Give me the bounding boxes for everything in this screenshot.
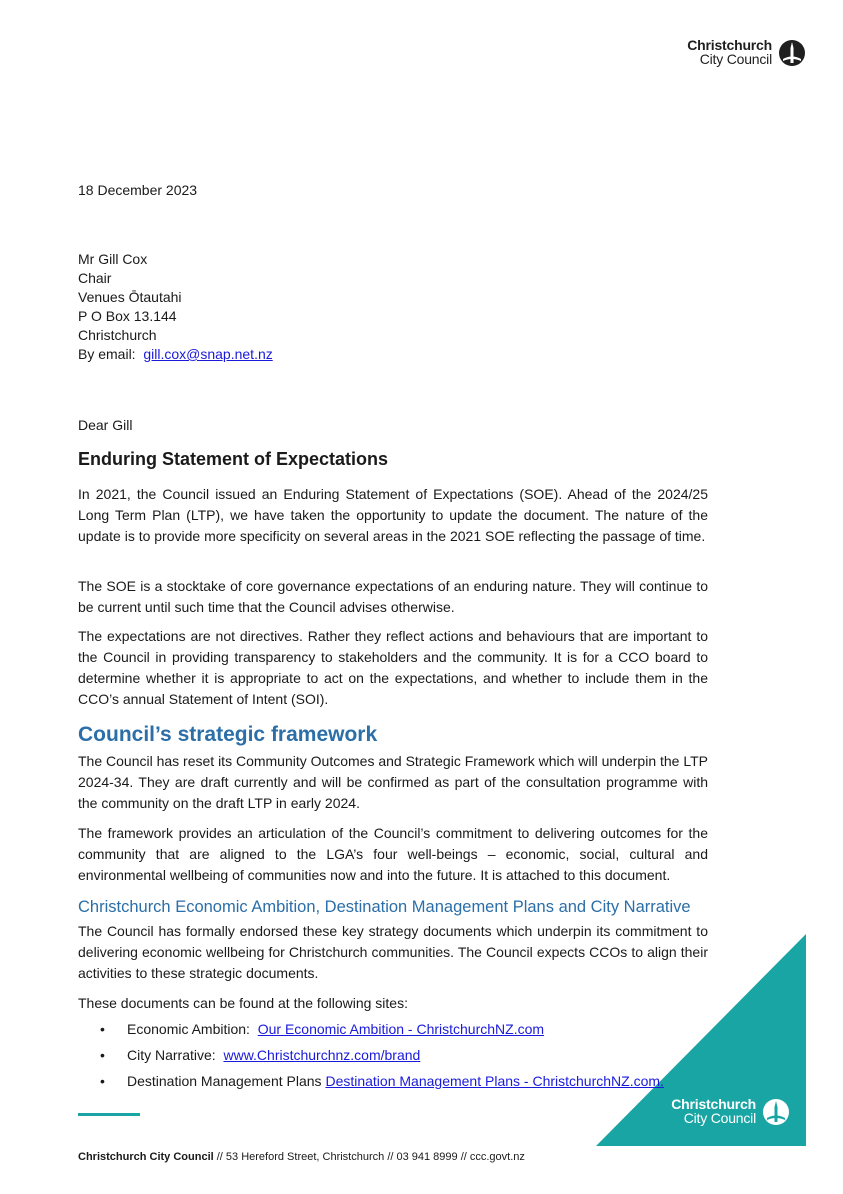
city-narrative-link[interactable]: www.Christchurchnz.com/brand xyxy=(223,1047,421,1063)
paragraph-4: The Council has reset its Community Outcomes and Strategic Framework which will underpin the LTP 2024-34. They are draft currently and will be confirmed as part of the consultation programme with the community on the draft LTP in early 2024. xyxy=(78,753,708,811)
council-logo-bottom xyxy=(660,1097,790,1131)
page-footer xyxy=(78,1151,525,1163)
heading-enduring-soe: Enduring Statement of Expectations xyxy=(78,449,389,469)
paragraph-7: These documents can be found at the following sites: xyxy=(78,995,408,1011)
teal-divider xyxy=(78,1113,140,1116)
heading-strategic-framework: Council’s strategic framework xyxy=(78,723,378,746)
logo-line-2: City Council xyxy=(683,1110,756,1126)
economic-ambition-link[interactable]: Our Economic Ambition - ChristchurchNZ.com xyxy=(257,1021,545,1037)
link-label: City Narrative: xyxy=(127,1047,216,1063)
footer-details: // 53 Hereford Street, Christchurch // 03 941 8999 // ccc.govt.nz xyxy=(213,1151,525,1163)
recipient-name: Mr Gill Cox xyxy=(78,251,148,267)
bullet: • xyxy=(100,1047,105,1063)
recipient-address xyxy=(78,250,273,364)
logo-line-2: City Council xyxy=(699,51,772,67)
logo-line-1: Christchurch xyxy=(687,37,772,53)
cathedral-logo-icon xyxy=(778,39,806,67)
recipient-org: Venues Ōtautahi xyxy=(78,289,182,305)
paragraph-5: The framework provides an articulation of the Council’s commitment to delivering outcomes for the community that are aligned to the LGA’s four well-beings – economic, social, cultural and environmental wellbeing of communities now and into the future. It is attached to this document. xyxy=(78,825,708,883)
bullet: • xyxy=(100,1073,105,1089)
recipient-city: Christchurch xyxy=(78,327,157,343)
link-label: Destination Management Plans xyxy=(127,1073,322,1089)
paragraph-1: In 2021, the Council issued an Enduring Statement of Expectations (SOE). Ahead of the 2024/25 Long Term Plan (LTP), we have taken the opportunity to update the document. The nature of the update is to provide more specificity on several areas in the 2021 SOE reflecting the passage of time. xyxy=(78,486,708,544)
email-label: By email: xyxy=(78,346,136,362)
letter-date: 18 December 2023 xyxy=(78,182,198,198)
paragraph-6: The Council has formally endorsed these key strategy documents which underpin its commitment to delivering economic wellbeing for Christchurch communities. The Council expects CCOs to align their activities to these strategic documents. xyxy=(78,923,708,981)
destination-management-link[interactable]: Destination Management Plans - ChristchurchNZ.com. xyxy=(325,1073,664,1089)
recipient-title: Chair xyxy=(78,270,112,286)
footer-org: Christchurch City Council xyxy=(78,1151,214,1163)
link-label: Economic Ambition: xyxy=(127,1021,250,1037)
heading-economic-ambition: Christchurch Economic Ambition, Destination Management Plans and City Narrative xyxy=(78,898,691,916)
salutation: Dear Gill xyxy=(78,417,133,433)
bullet: • xyxy=(100,1021,105,1037)
recipient-email-line xyxy=(78,345,273,364)
logo-line-1: Christchurch xyxy=(671,1096,756,1112)
cathedral-logo-icon xyxy=(762,1098,790,1126)
recipient-po-box: P O Box 13.144 xyxy=(78,308,177,324)
email-link[interactable]: gill.cox@snap.net.nz xyxy=(143,346,273,362)
council-logo-top xyxy=(682,38,806,72)
paragraph-3: The expectations are not directives. Rather they reflect actions and behaviours that are important to the Council in providing transparency to stakeholders and the community. It is for a CCO board to determine whether it is appropriate to act on the expectations, and whether to include them in the CCO’s annual Statement of Intent (SOI). xyxy=(78,628,708,707)
paragraph-2: The SOE is a stocktake of core governance expectations of an enduring nature. They will continue to be current until such time that the Council advises otherwise. xyxy=(78,578,708,615)
